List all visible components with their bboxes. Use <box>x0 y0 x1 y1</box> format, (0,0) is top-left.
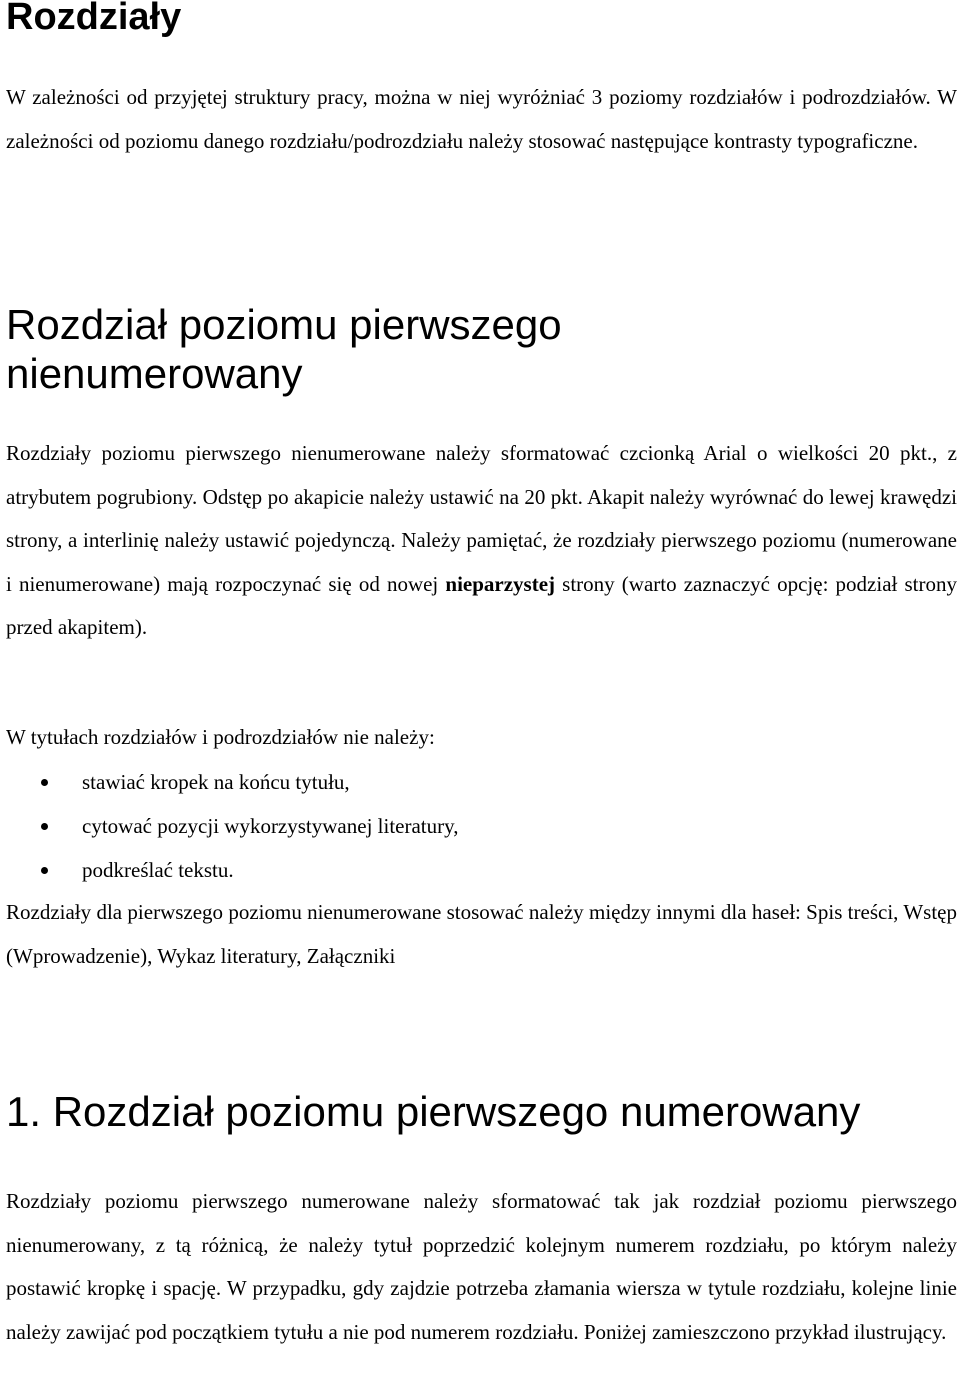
page-title: Rozdziały <box>6 0 182 38</box>
intro-paragraph: W zależności od przyjętej struktury pracy, można w niej wyróżniać 3 poziomy rozdziałów i podrozdziałów. W zależności od poziomu danego rozdziału/podrozdziału należy stosować następujące kontrasty typograficzne. <box>6 85 957 153</box>
list-item <box>6 760 459 804</box>
list-item-text: podkreślać tekstu. <box>82 858 234 882</box>
list-item <box>6 804 459 848</box>
rules-list <box>6 760 459 892</box>
section1-paragraph-text-end: strony (warto zaznaczyć opcję: podział strony przed akapitem). <box>6 571 957 639</box>
section1-heading <box>6 300 562 398</box>
bullet-icon <box>41 867 48 874</box>
section1-heading-line1: Rozdział poziomu pierwszego <box>6 301 562 348</box>
list-item-text: cytować pozycji wykorzystywanej literatury, <box>82 814 459 838</box>
section2-heading: 1. Rozdział poziomu pierwszego numerowany <box>6 1088 861 1135</box>
section2-paragraph: Rozdziały poziomu pierwszego numerowane należy sformatować tak jak rozdział poziomu pierwszego nienumerowany, z tą różnicą, że należy tytuł poprzedzić kolejnym numerem rozdziału, po którym należy postawić kropkę i spację. W przypadku, gdy zajdzie potrzeba złamania wiersza w tytule rozdziału, kolejne linie należy zawijać pod początkiem tytułu a nie pod numerem rozdziału. Poniżej zamieszczono przykład ilustrujący. <box>6 1189 957 1344</box>
list-item-text: stawiać kropek na końcu tytułu, <box>82 770 350 794</box>
section1-paragraph-bold: nieparzystej <box>445 571 556 596</box>
list-intro: W tytułach rozdziałów i podrozdziałów nie należy: <box>6 725 435 749</box>
section1-closing: Rozdziały dla pierwszego poziomu nienumerowane stosować należy między innymi dla haseł: Spis treści, Wstęp (Wprowadzenie), Wykaz literatury, Załączniki <box>6 900 957 968</box>
section1-heading-line2: nienumerowany <box>6 350 303 397</box>
list-item <box>6 848 459 892</box>
bullet-icon <box>41 779 48 786</box>
section1-paragraph <box>6 432 957 650</box>
bullet-icon <box>41 823 48 830</box>
section1-paragraph-text: Rozdziały poziomu pierwszego nienumerowane należy sformatować czcionką Arial o wielkości 20 pkt., z atrybutem pogrubiony. Odstęp po akapicie należy ustawić na 20 pkt. Akapit należy wyrównać do lewej krawędzi strony, a interlinię należy ustawić pojedynczą. Należy pamiętać, że rozdziały pierwszego poziomu (numerowane i nienumerowane) mają rozpoczynać się od nowej <box>6 441 957 596</box>
